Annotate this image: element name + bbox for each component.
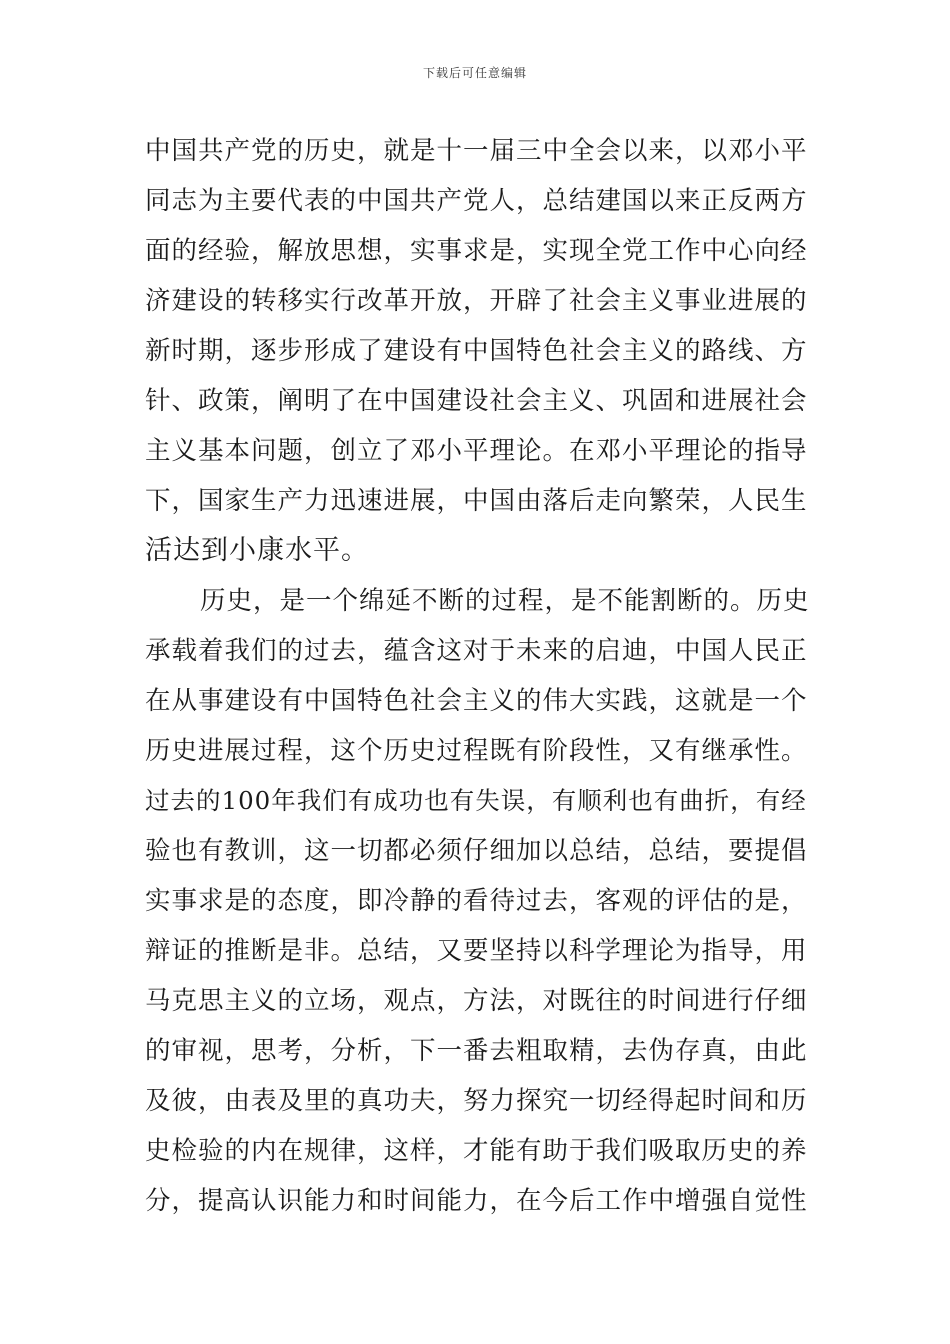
text-line: 在从事建设有中国特色社会主义的伟大实践，这就是一个 <box>145 686 808 716</box>
text-line: 分，提高认识能力和时间能力，在今后工作中增强自觉性 <box>145 1186 808 1216</box>
text-line: 马克思主义的立场，观点，方法，对既往的时间进行仔细 <box>145 986 808 1016</box>
page-header: 下载后可任意编辑 <box>422 66 527 80</box>
text-line: 主义基本问题，创立了邓小平理论。在邓小平理论的指导 <box>145 436 808 466</box>
text-line: 历史进展过程，这个历史过程既有阶段性，又有继承性。 <box>145 736 808 766</box>
body-text <box>145 126 813 1226</box>
text-line: 验也有教训，这一切都必须仔细加以总结，总结，要提倡 <box>145 836 808 866</box>
text-line: 新时期，逐步形成了建设有中国特色社会主义的路线、方 <box>145 336 808 366</box>
text-line: 史检验的内在规律，这样，才能有助于我们吸取历史的养 <box>145 1136 808 1166</box>
text-line: 历史，是一个绵延不断的过程，是不能割断的。历史 <box>200 586 810 616</box>
text-line: 过去的100年我们有成功也有失误，有顺利也有曲折，有经 <box>145 786 807 815</box>
text-line: 下，国家生产力迅速进展，中国由落后走向繁荣，人民生 <box>145 486 808 516</box>
text-line: 活达到小康水平。 <box>145 535 369 566</box>
text-line: 辩证的推断是非。总结，又要坚持以科学理论为指导，用 <box>145 936 808 966</box>
text-line: 面的经验，解放思想，实事求是，实现全党工作中心向经 <box>145 236 808 266</box>
text-line: 济建设的转移实行改革开放，开辟了社会主义事业进展的 <box>145 286 808 316</box>
text-line: 针、政策，阐明了在中国建设社会主义、巩固和进展社会 <box>145 386 808 416</box>
text-line: 同志为主要代表的中国共产党人，总结建国以来正反两方 <box>145 186 808 216</box>
text-line: 承载着我们的过去，蕴含这对于未来的启迪，中国人民正 <box>145 636 808 666</box>
text-line: 实事求是的态度，即冷静的看待过去，客观的评估的是， <box>145 886 808 916</box>
text-line: 及彼，由表及里的真功夫，努力探究一切经得起时间和历 <box>145 1086 808 1116</box>
text-line: 中国共产党的历史，就是十一届三中全会以来，以邓小平 <box>145 136 808 166</box>
text-line: 的审视，思考，分析，下一番去粗取精，去伪存真，由此 <box>145 1036 808 1066</box>
